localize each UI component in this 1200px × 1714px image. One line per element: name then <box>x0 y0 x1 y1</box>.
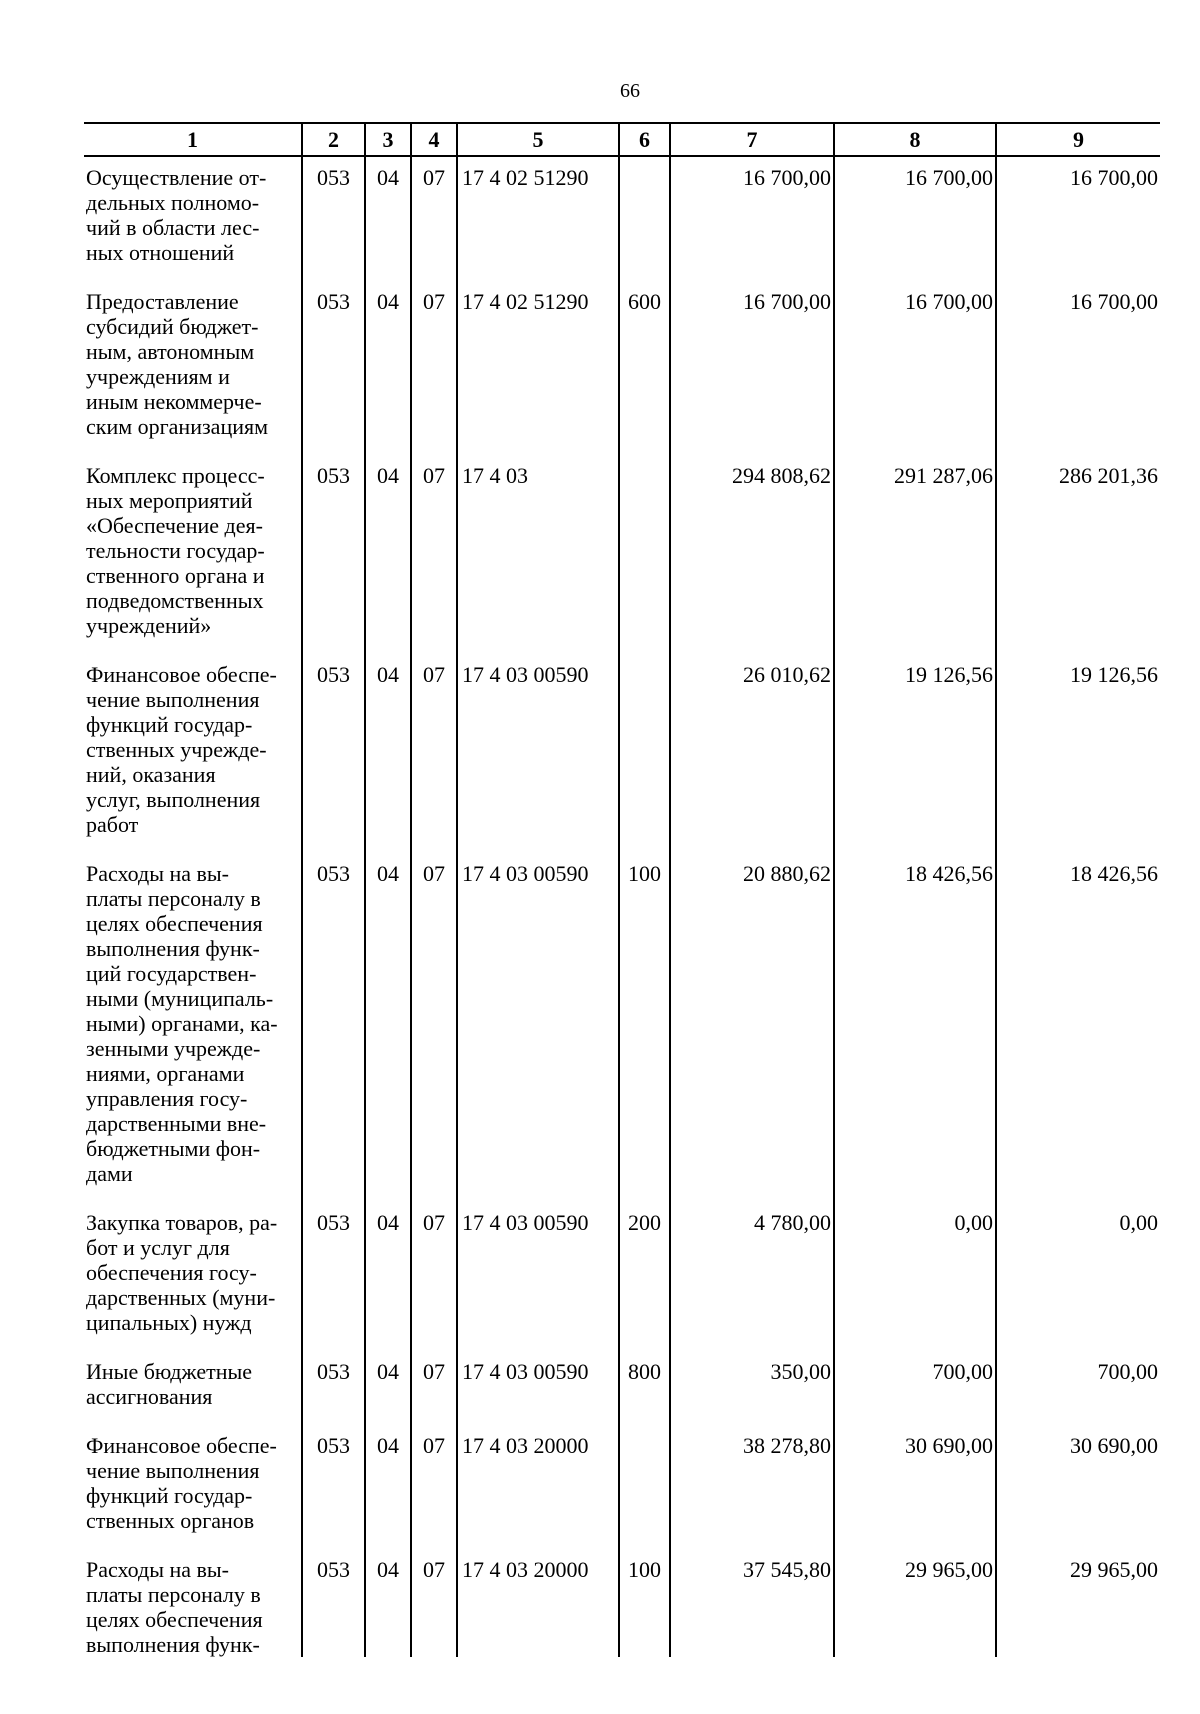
row-target-code: 17 4 03 20000 <box>457 1425 619 1549</box>
row-amount-col7: 4 780,00 <box>670 1202 834 1351</box>
row-pr-code: 07 <box>411 1549 457 1657</box>
table-row <box>84 455 1160 654</box>
row-pr-code: 07 <box>411 281 457 455</box>
row-amount-col9: 700,00 <box>996 1351 1160 1425</box>
table-row <box>84 281 1160 455</box>
row-amount-col7: 20 880,62 <box>670 853 834 1202</box>
column-header-4: 4 <box>411 123 457 156</box>
row-amount-col8: 30 690,00 <box>834 1425 996 1549</box>
row-expense-type: 200 <box>619 1202 670 1351</box>
row-amount-col8: 18 426,56 <box>834 853 996 1202</box>
row-expense-type <box>619 455 670 654</box>
row-name: Иные бюджетные ассигнования <box>86 1359 253 1409</box>
row-target-code: 17 4 03 00590 <box>457 1351 619 1425</box>
row-pr-code: 07 <box>411 455 457 654</box>
row-target-code: 17 4 03 <box>457 455 619 654</box>
row-amount-col7: 26 010,62 <box>670 654 834 853</box>
row-amount-col9: 286 201,36 <box>996 455 1160 654</box>
row-pr-code: 07 <box>411 654 457 853</box>
column-header-6: 6 <box>619 123 670 156</box>
table-row <box>84 853 1160 1202</box>
budget-table <box>84 122 1160 1657</box>
row-expense-type: 100 <box>619 853 670 1202</box>
row-amount-col9: 18 426,56 <box>996 853 1160 1202</box>
column-header-7: 7 <box>670 123 834 156</box>
row-expense-type: 100 <box>619 1549 670 1657</box>
row-target-code: 17 4 03 00590 <box>457 853 619 1202</box>
row-pr-code: 07 <box>411 156 457 281</box>
row-name: Осуществление от- дельных полномо- чий в области лес- ных отношений <box>86 165 267 265</box>
row-amount-col7: 16 700,00 <box>670 281 834 455</box>
row-amount-col7: 294 808,62 <box>670 455 834 654</box>
row-rz-code: 04 <box>365 1425 411 1549</box>
row-target-code: 17 4 02 51290 <box>457 281 619 455</box>
row-name: Комплекс процесс- ных мероприятий «Обеспечение дея- тельности государ- ственного органа и подведомственных учреждений» <box>86 463 265 638</box>
column-header-3: 3 <box>365 123 411 156</box>
row-gr-code: 053 <box>302 1549 365 1657</box>
row-pr-code: 07 <box>411 1202 457 1351</box>
table-row <box>84 1351 1160 1425</box>
row-expense-type <box>619 654 670 853</box>
row-pr-code: 07 <box>411 1351 457 1425</box>
column-header-2: 2 <box>302 123 365 156</box>
row-gr-code: 053 <box>302 1202 365 1351</box>
column-header-1: 1 <box>84 123 302 156</box>
row-rz-code: 04 <box>365 281 411 455</box>
row-expense-type <box>619 1425 670 1549</box>
row-amount-col8: 16 700,00 <box>834 281 996 455</box>
row-gr-code: 053 <box>302 156 365 281</box>
table-header-row <box>84 123 1160 156</box>
row-target-code: 17 4 03 00590 <box>457 1202 619 1351</box>
row-rz-code: 04 <box>365 853 411 1202</box>
table-row <box>84 1549 1160 1657</box>
row-target-code: 17 4 03 00590 <box>457 654 619 853</box>
row-amount-col8: 16 700,00 <box>834 156 996 281</box>
row-name: Финансовое обеспе- чение выполнения функций государ- ственных учрежде- ний, оказания услуг, выполнения работ <box>86 662 277 837</box>
row-name: Расходы на вы- платы персоналу в целях обеспечения выполнения функ- ций государствен- ными (муниципаль- ными) органами, ка- зенными учрежде- ниями, органами управления госу- дарственными вне- бюджетными фон- дами <box>86 861 278 1186</box>
column-header-8: 8 <box>834 123 996 156</box>
row-rz-code: 04 <box>365 1549 411 1657</box>
row-rz-code: 04 <box>365 1202 411 1351</box>
row-amount-col8: 19 126,56 <box>834 654 996 853</box>
row-name: Предоставление субсидий бюджет- ным, автономным учреждениям и иным некоммерче- ским организациям <box>86 289 269 439</box>
row-expense-type: 600 <box>619 281 670 455</box>
row-amount-col8: 291 287,06 <box>834 455 996 654</box>
column-header-9: 9 <box>996 123 1160 156</box>
row-amount-col7: 350,00 <box>670 1351 834 1425</box>
row-expense-type: 800 <box>619 1351 670 1425</box>
row-amount-col8: 700,00 <box>834 1351 996 1425</box>
row-name: Финансовое обеспе- чение выполнения функций государ- ственных органов <box>86 1433 277 1533</box>
table-body <box>84 156 1160 1657</box>
row-gr-code: 053 <box>302 1425 365 1549</box>
row-amount-col9: 19 126,56 <box>996 654 1160 853</box>
row-amount-col9: 30 690,00 <box>996 1425 1160 1549</box>
row-name: Закупка товаров, ра- бот и услуг для обеспечения госу- дарственных (муни- ципальных) нужд <box>86 1210 278 1335</box>
row-amount-col8: 0,00 <box>834 1202 996 1351</box>
table-row <box>84 156 1160 281</box>
table-row <box>84 1425 1160 1549</box>
row-expense-type <box>619 156 670 281</box>
row-amount-col8: 29 965,00 <box>834 1549 996 1657</box>
row-name: Расходы на вы- платы персоналу в целях обеспечения выполнения функ- <box>86 1557 263 1657</box>
row-gr-code: 053 <box>302 1351 365 1425</box>
row-rz-code: 04 <box>365 1351 411 1425</box>
row-pr-code: 07 <box>411 853 457 1202</box>
row-amount-col7: 38 278,80 <box>670 1425 834 1549</box>
row-rz-code: 04 <box>365 455 411 654</box>
row-target-code: 17 4 02 51290 <box>457 156 619 281</box>
row-gr-code: 053 <box>302 654 365 853</box>
table-row <box>84 654 1160 853</box>
row-amount-col7: 37 545,80 <box>670 1549 834 1657</box>
row-amount-col9: 0,00 <box>996 1202 1160 1351</box>
table-row <box>84 1202 1160 1351</box>
row-gr-code: 053 <box>302 853 365 1202</box>
row-amount-col9: 16 700,00 <box>996 156 1160 281</box>
row-rz-code: 04 <box>365 654 411 853</box>
row-gr-code: 053 <box>302 281 365 455</box>
column-header-5: 5 <box>457 123 619 156</box>
row-amount-col7: 16 700,00 <box>670 156 834 281</box>
row-amount-col9: 29 965,00 <box>996 1549 1160 1657</box>
row-rz-code: 04 <box>365 156 411 281</box>
row-gr-code: 053 <box>302 455 365 654</box>
row-amount-col9: 16 700,00 <box>996 281 1160 455</box>
row-pr-code: 07 <box>411 1425 457 1549</box>
page-number: 66 <box>620 80 640 102</box>
row-target-code: 17 4 03 20000 <box>457 1549 619 1657</box>
